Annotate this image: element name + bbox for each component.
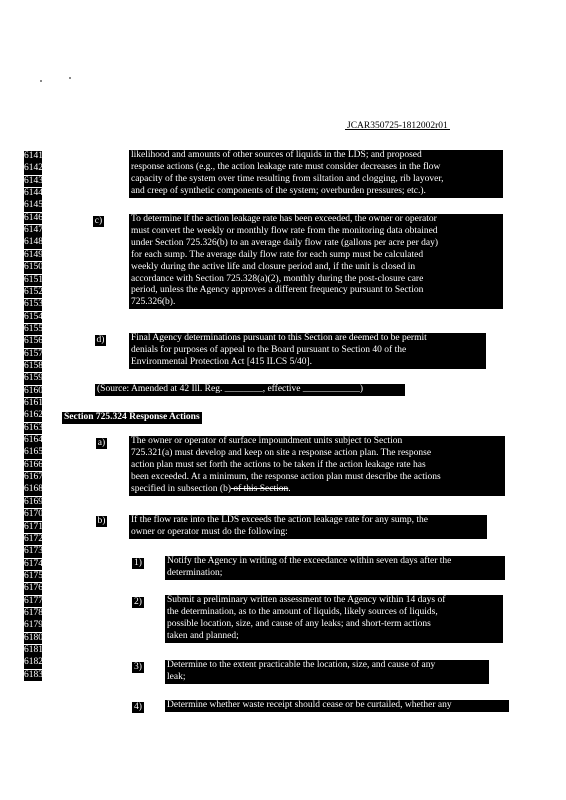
text-line: the determination, as to the amount of liquids, likely sources of liquids,: [167, 606, 438, 617]
text-line: Notify the Agency in writing of the exceedance within seven days after the: [167, 556, 452, 566]
text-line: determination;: [167, 567, 223, 578]
line-number: 6160: [24, 385, 43, 396]
text-line: Determine to the extent practicable the location, size, and cause of any: [167, 660, 436, 670]
paragraph-d: [129, 333, 486, 369]
text-line: and creep of synthetic components of the system; overburden pressures; etc.).: [131, 185, 426, 196]
subsection-label-c: c): [94, 216, 103, 226]
text-line: Determine whether waste receipt should cease or be curtailed, whether any: [167, 700, 452, 710]
line-number: 6159: [24, 373, 43, 384]
line-number: 6168: [24, 484, 43, 495]
text-line: Environmental Protection Act [415 ILCS 5/40].: [131, 356, 313, 367]
line-number: 6156: [24, 336, 43, 347]
text-line: denials for purposes of appeal to the Board pursuant to Section 40 of the: [131, 344, 407, 355]
text-line: The owner or operator of surface impoundment units subject to Section: [131, 436, 403, 446]
scan-speck: [40, 80, 42, 82]
item-label-2: 2): [132, 597, 144, 608]
line-number: 6166: [24, 459, 43, 470]
line-number: 6143: [24, 175, 43, 186]
line-number: 6172: [24, 533, 43, 544]
line-number: 6148: [24, 237, 43, 248]
text-line: 725.321(a) must develop and keep on site a response action plan. The response: [131, 447, 432, 458]
text-line: accordance with Section 725.328(a)(2), monthly during the post-closure care: [131, 273, 424, 284]
text-line: possible location, size, and cause of any leaks; and short-term actions: [167, 618, 431, 629]
text-line: 725.326(b).: [131, 297, 176, 308]
text-line: period, unless the Agency approves a different frequency pursuant to Section: [131, 285, 424, 296]
line-number: 6180: [24, 632, 43, 643]
line-number: 6152: [24, 286, 43, 297]
text-line: Final Agency determinations pursuant to this Section are deemed to be permit: [131, 333, 427, 343]
line-number: 6142: [24, 163, 43, 174]
line-number: 6141: [24, 151, 43, 161]
line-number: 6149: [24, 249, 43, 260]
paragraph-a: [129, 436, 505, 496]
line-number: 6154: [24, 311, 43, 322]
list-item-2: [165, 595, 503, 643]
line-number: 6145: [24, 200, 43, 211]
line-number: 6173: [24, 546, 43, 557]
line-number: 6163: [24, 422, 43, 433]
line-number: 6175: [24, 570, 43, 581]
line-number: 6155: [24, 323, 43, 334]
text-line: response actions (e.g., the action leakage rate must consider decreases in the flow: [131, 161, 441, 172]
line-number: 6151: [24, 274, 43, 285]
line-number: 6165: [24, 447, 43, 458]
list-item-4: [165, 700, 509, 712]
item-label-4: 4): [132, 702, 144, 713]
line-number: 6183: [24, 669, 43, 680]
text-fragment: specified in subsection (b): [131, 483, 231, 494]
text-line: under Section 725.326(b) to an average daily flow rate (gallons per acre per day): [131, 237, 439, 248]
text-line: must convert the weekly or monthly flow rate from the monitoring data obtained: [131, 225, 438, 236]
text-line: If the flow rate into the LDS exceeds the action leakage rate for any sump, the: [131, 515, 429, 525]
paragraph-c: [129, 214, 503, 309]
line-number: 6176: [24, 583, 43, 594]
line-number: 6153: [24, 299, 43, 310]
line-number: 6158: [24, 360, 43, 371]
text-line: taken and planned;: [167, 630, 239, 641]
paragraph-b: [129, 515, 487, 539]
text-line: capacity of the system over time resulting from siltation and clogging, rib layover,: [131, 173, 444, 184]
line-number: 6170: [24, 509, 43, 520]
subsection-label-a: a): [97, 438, 106, 448]
text-line: been exceeded. At a minimum, the response action plan must describe the actions: [131, 471, 441, 482]
text-line: likelihood and amounts of other sources of liquids in the LDS; and proposed: [131, 150, 422, 160]
text-line: To determine if the action leakage rate has been exceeded, the owner or operator: [131, 214, 437, 224]
line-number: 6171: [24, 521, 43, 532]
subsection-label-d: d): [96, 335, 105, 345]
item-label-3: 3): [132, 662, 144, 673]
item-label-1: 1): [132, 558, 144, 569]
list-item-1: [165, 556, 505, 580]
text-line-last: [131, 484, 323, 496]
line-number: 6177: [24, 595, 43, 606]
line-number: 6164: [24, 435, 43, 446]
line-number: 6182: [24, 657, 43, 668]
text-line: weekly during the active life and closure period and, if the unit is closed in: [131, 261, 416, 272]
document-reference: JCAR350725-1812002r01: [347, 121, 448, 131]
struck-text: of this Section: [231, 483, 289, 494]
section-heading: Section 725.324 Response Actions: [64, 412, 200, 422]
text-line: leak;: [167, 671, 186, 682]
line-number: 6157: [24, 348, 43, 359]
text-line: action plan must set forth the actions to be taken if the action leakage rate has: [131, 459, 426, 470]
text-line: Submit a preliminary written assessment to the Agency within 14 days of: [167, 595, 446, 605]
line-number: 6167: [24, 472, 43, 483]
line-number: 6174: [24, 558, 43, 569]
subsection-label-b: b): [97, 516, 106, 526]
line-number: 6181: [24, 645, 43, 655]
line-number: 6169: [24, 496, 43, 507]
line-number: 6147: [24, 225, 43, 236]
list-item-3: [165, 660, 489, 684]
line-number: 6144: [24, 188, 43, 199]
text-line: for each sump. The average daily flow rate for each sump must be calculated: [131, 249, 424, 260]
text-line: owner or operator must do the following:: [131, 526, 288, 537]
line-number: 6150: [24, 262, 43, 273]
scan-speck: [69, 77, 71, 79]
text-fragment: .: [288, 483, 291, 494]
line-number: 6146: [24, 212, 43, 223]
paragraph-intro: [129, 150, 503, 198]
source-note: (Source: Amended at 42 Ill. Reg. ________, effective ____________): [95, 384, 405, 396]
line-number: 6161: [24, 398, 43, 408]
line-number: 6162: [24, 410, 43, 421]
line-number: 6178: [24, 608, 43, 618]
line-number: 6179: [24, 620, 43, 631]
